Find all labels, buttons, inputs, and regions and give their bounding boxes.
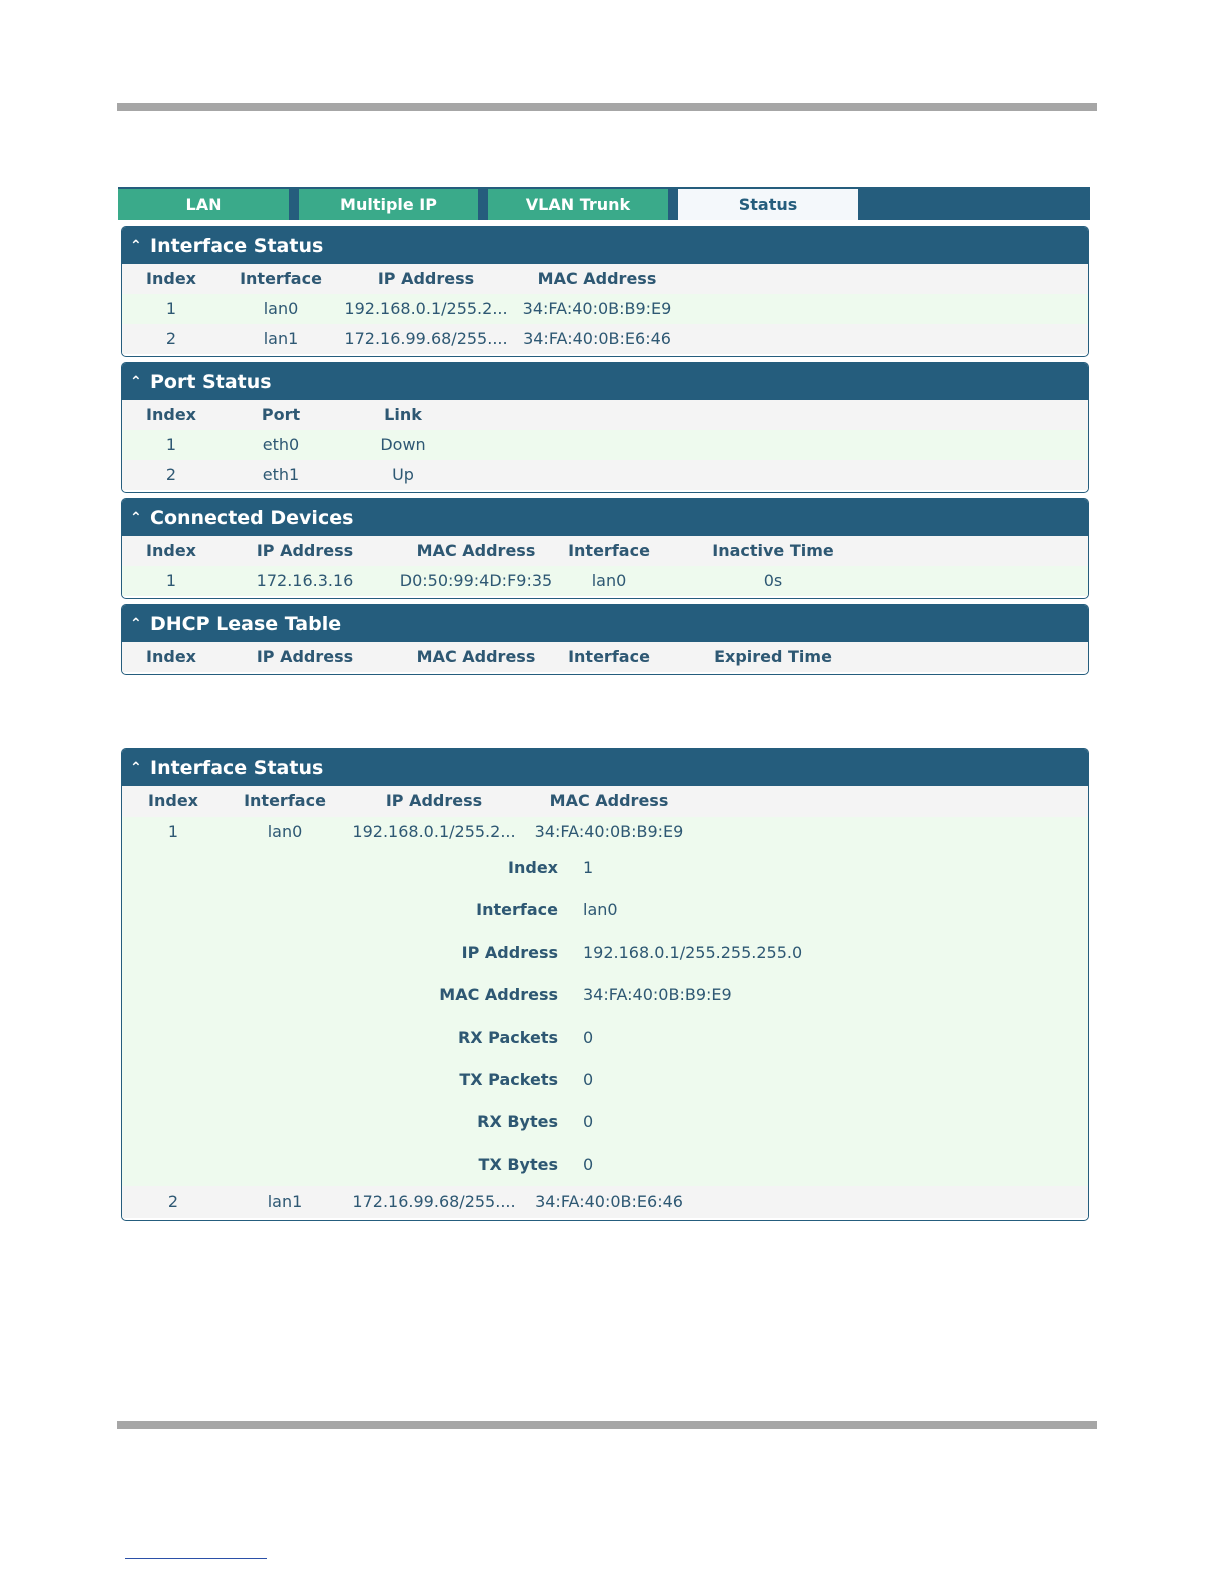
chevron-up-icon: ⌃ — [130, 509, 142, 526]
detail-label: Interface — [476, 900, 558, 920]
column-header: Interface — [568, 647, 650, 666]
detail-label: RX Bytes — [477, 1112, 558, 1132]
table-header — [122, 400, 1088, 430]
tab-lan[interactable]: LAN — [118, 189, 289, 220]
chevron-up-icon: ⌃ — [130, 237, 142, 254]
column-header: Link — [384, 405, 422, 424]
detail-row — [122, 1101, 1088, 1143]
detail-label: TX Bytes — [478, 1154, 558, 1174]
table-row-expanded[interactable] — [122, 817, 1088, 847]
panel-title: Port Status — [150, 370, 272, 393]
cell-index: 1 — [165, 571, 177, 590]
cell-mac-address: 34:FA:40:0B:E6:46 — [535, 1192, 683, 1211]
detail-label: RX Packets — [457, 1027, 558, 1047]
detail-row — [122, 974, 1088, 1016]
cell-mac-address: D0:50:99:4D:F9:35 — [399, 571, 553, 590]
cell-port: eth0 — [262, 435, 300, 454]
cell-interface: lan0 — [591, 571, 627, 590]
column-header: MAC Address — [537, 269, 657, 288]
column-header: Index — [146, 269, 196, 288]
column-header: Port — [261, 405, 301, 424]
page-footer-rule — [117, 1421, 1097, 1429]
cell-link: Up — [392, 465, 414, 484]
table-header — [122, 264, 1088, 294]
cell-index: 1 — [167, 822, 179, 841]
detail-row — [122, 1144, 1088, 1186]
detail-value: lan0 — [583, 900, 618, 920]
cell-mac-address: 34:FA:40:0B:B9:E9 — [534, 822, 684, 841]
table-header — [122, 786, 1088, 817]
cell-interface: lan1 — [263, 329, 299, 348]
column-header: Index — [146, 405, 196, 424]
cell-inactive-time: 0s — [763, 571, 783, 590]
cell-index: 2 — [167, 1192, 179, 1211]
cell-ip-address: 172.16.3.16 — [256, 571, 354, 590]
chevron-up-icon: ⌃ — [130, 373, 142, 390]
table-row[interactable] — [122, 460, 1088, 490]
tab-vlan-trunk[interactable]: VLAN Trunk — [488, 189, 668, 220]
panel-title: Interface Status — [150, 234, 324, 257]
table-header — [122, 642, 1088, 672]
detail-row — [122, 847, 1088, 889]
table-row[interactable] — [122, 324, 1088, 354]
detail-label: TX Packets — [459, 1069, 558, 1089]
interface-status-header[interactable] — [122, 749, 1088, 786]
column-header: Interface — [244, 791, 326, 810]
column-header: Expired Time — [714, 647, 832, 666]
tab-status[interactable]: Status — [678, 189, 858, 220]
cell-mac-address: 34:FA:40:0B:E6:46 — [523, 329, 671, 348]
row-detail — [122, 847, 1088, 1186]
chevron-up-icon: ⌃ — [130, 759, 142, 776]
cell-interface: lan0 — [267, 822, 303, 841]
column-header: Index — [148, 791, 198, 810]
cell-index: 1 — [165, 299, 177, 318]
table-header — [122, 536, 1088, 566]
table-row[interactable] — [122, 566, 1088, 596]
cell-ip-address: 192.168.0.1/255.2... — [344, 299, 508, 318]
connected-devices-panel — [121, 498, 1089, 599]
interface-status-header[interactable] — [122, 227, 1088, 264]
cell-ip-address: 172.16.99.68/255.... — [352, 1192, 516, 1211]
detail-value: 0 — [583, 1112, 594, 1132]
dhcp-lease-table-header[interactable] — [122, 605, 1088, 642]
column-header: IP Address — [385, 791, 483, 810]
column-header: MAC Address — [416, 647, 536, 666]
column-header: MAC Address — [549, 791, 669, 810]
detail-row — [122, 889, 1088, 931]
cell-link: Down — [380, 435, 426, 454]
cell-ip-address: 192.168.0.1/255.2... — [352, 822, 516, 841]
cell-interface: lan0 — [263, 299, 299, 318]
dhcp-lease-table-panel — [121, 604, 1089, 675]
column-header: IP Address — [256, 541, 354, 560]
table-row[interactable] — [122, 1186, 1088, 1218]
connected-devices-header[interactable] — [122, 499, 1088, 536]
interface-status-expanded-panel — [121, 748, 1089, 1221]
detail-row — [122, 932, 1088, 974]
detail-row — [122, 1059, 1088, 1101]
column-header: Index — [146, 647, 196, 666]
detail-value: 34:FA:40:0B:B9:E9 — [583, 985, 732, 1005]
page-header-rule — [117, 103, 1097, 111]
chevron-up-icon: ⌃ — [130, 615, 142, 632]
detail-value: 1 — [583, 858, 594, 877]
detail-value: 0 — [583, 1069, 594, 1089]
table-row[interactable] — [122, 430, 1088, 460]
column-header: Interface — [240, 269, 322, 288]
panel-title: DHCP Lease Table — [150, 612, 342, 635]
port-status-header[interactable] — [122, 363, 1088, 400]
column-header: MAC Address — [416, 541, 536, 560]
tab-multiple-ip[interactable]: Multiple IP — [299, 189, 478, 220]
cell-mac-address: 34:FA:40:0B:B9:E9 — [522, 299, 672, 318]
detail-label: IP Address — [461, 942, 558, 962]
panel-title: Connected Devices — [150, 506, 354, 529]
column-header: Interface — [568, 541, 650, 560]
cell-ip-address: 172.16.99.68/255.... — [344, 329, 508, 348]
interface-status-panel — [121, 226, 1089, 357]
detail-row — [122, 1017, 1088, 1059]
column-header: Inactive Time — [712, 541, 834, 560]
tab-bar — [118, 187, 1090, 220]
column-header: Index — [146, 541, 196, 560]
detail-label: MAC Address — [439, 985, 558, 1005]
cell-index: 1 — [165, 435, 177, 454]
port-status-panel — [121, 362, 1089, 493]
footer-link-underline — [125, 1558, 267, 1559]
column-header: IP Address — [377, 269, 475, 288]
cell-port: eth1 — [262, 465, 300, 484]
cell-interface: lan1 — [267, 1192, 303, 1211]
panel-title: Interface Status — [150, 756, 324, 779]
detail-value: 0 — [583, 1027, 594, 1047]
detail-value: 0 — [583, 1154, 594, 1174]
detail-value: 192.168.0.1/255.255.255.0 — [583, 942, 803, 962]
cell-index: 2 — [165, 329, 177, 348]
column-header: IP Address — [256, 647, 354, 666]
table-row[interactable] — [122, 294, 1088, 324]
detail-label: Index — [508, 858, 558, 877]
cell-index: 2 — [165, 465, 177, 484]
